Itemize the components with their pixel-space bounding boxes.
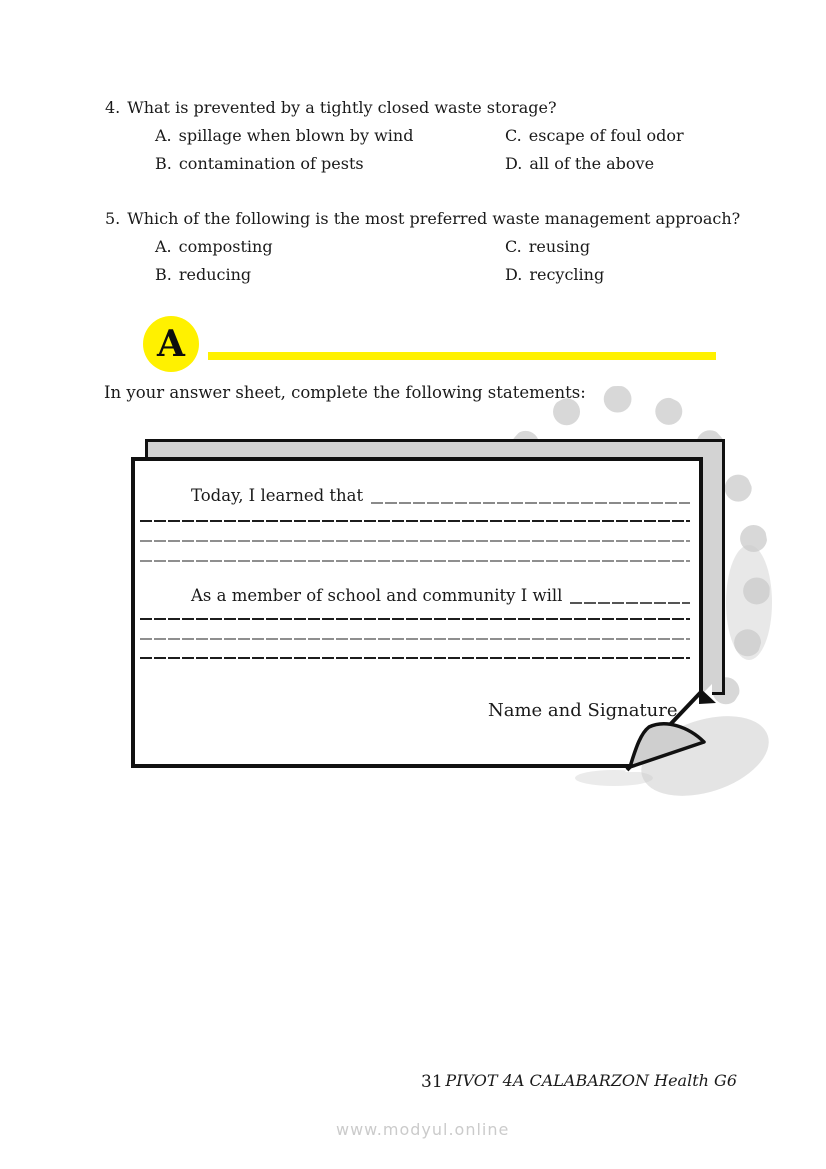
- answer-line: [140, 540, 690, 542]
- prompt-learned-text: Today, I learned that: [191, 486, 364, 505]
- option-c: C. reusing: [505, 237, 591, 256]
- fill-in-blank: [371, 502, 690, 504]
- option-d: D. all of the above: [505, 154, 655, 173]
- option-a: A. composting: [155, 237, 273, 256]
- question-text: What is prevented by a tightly closed waste storage?: [127, 98, 557, 117]
- prompt-learned-row: [191, 486, 690, 506]
- signature-label: Name and Signature: [488, 700, 678, 721]
- section-marker-letter: A: [157, 323, 185, 365]
- option-a: A. spillage when blown by wind: [155, 126, 414, 145]
- option-d: D. recycling: [505, 265, 605, 284]
- site-watermark: www.modyul.online: [336, 1120, 510, 1139]
- option-c: C. escape of foul odor: [505, 126, 684, 145]
- watermark-speck: [726, 545, 772, 660]
- question-4-text: [105, 97, 785, 118]
- answer-line: [140, 618, 690, 620]
- question-4-options-row-1: [155, 125, 775, 146]
- option-b: B. reducing: [155, 265, 252, 284]
- answer-line: [140, 657, 690, 659]
- question-4: [105, 97, 785, 173]
- prompt-member-text: As a member of school and community I will: [191, 586, 563, 605]
- question-number: 4.: [105, 98, 121, 117]
- section-marker-badge: [143, 316, 199, 372]
- prompt-member-row: [191, 586, 690, 606]
- question-5-options-row-1: [155, 236, 775, 257]
- question-text: Which of the following is the most preferred waste management approach?: [127, 209, 741, 228]
- module-title: PIVOT 4A CALABARZON Health G6: [445, 1071, 737, 1090]
- section-marker-underline: [208, 352, 716, 360]
- instruction-text: In your answer sheet, complete the following statements:: [104, 383, 586, 402]
- answer-line: [140, 638, 690, 640]
- page-number: 31: [421, 1072, 443, 1092]
- question-5: [105, 208, 785, 284]
- question-5-text: [105, 208, 785, 229]
- question-number: 5.: [105, 209, 121, 228]
- option-b: B. contamination of pests: [155, 154, 364, 173]
- answer-line: [140, 560, 690, 562]
- page-curl-corner-icon: [600, 670, 730, 780]
- question-4-options-row-2: [155, 153, 775, 174]
- question-5-options-row-2: [155, 264, 775, 285]
- fill-in-blank: [570, 602, 690, 604]
- answer-line: [140, 520, 690, 522]
